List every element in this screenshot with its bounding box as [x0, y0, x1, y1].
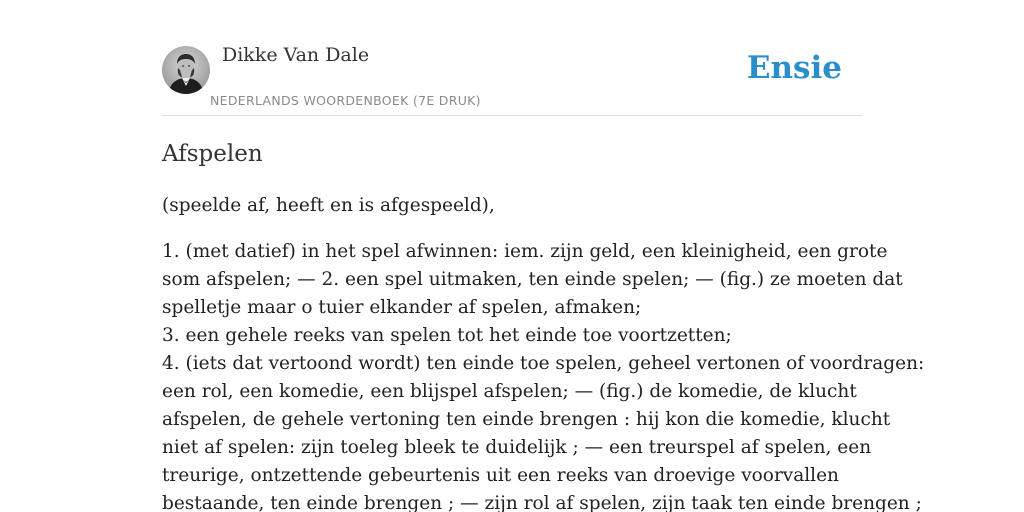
header: [162, 0, 862, 116]
portrait-image: [162, 46, 210, 94]
entry-line: treurige, ontzettende gebeurtenis uit een reeks van droevige voorvallen: [162, 465, 839, 486]
entry-line: som afspelen; — 2. een spel uitmaken, ten einde spelen; — (fig.) ze moeten dat: [162, 269, 903, 290]
entry-line: 4. (iets dat vertoond wordt) ten einde toe spelen, geheel vertonen of voordragen:: [162, 353, 925, 374]
author-name[interactable]: Dikke Van Dale: [222, 44, 370, 66]
source-name[interactable]: NEDERLANDS WOORDENBOEK (7E DRUK): [210, 93, 481, 108]
entry-line: een rol, een komedie, een blijspel afspelen; — (fig.) de komedie, de klucht: [162, 381, 857, 402]
entry-line: spelletje maar o tuier elkander af spelen, afmaken;: [162, 297, 642, 318]
entry-line: 1. (met datief) in het spel afwinnen: iem. zijn geld, een kleinigheid, een grote: [162, 241, 888, 262]
author-avatar[interactable]: [162, 46, 210, 94]
entry-body: [162, 238, 925, 512]
entry-line: 3. een gehele reeks van spelen tot het einde toe voortzetten;: [162, 325, 732, 346]
entry-content: [162, 138, 925, 512]
entry-grammar: (speelde af, heeft en is afgespeeld),: [162, 195, 495, 216]
entry-line: afspelen, de gehele vertoning ten einde brengen : hij kon die komedie, klucht: [162, 409, 891, 430]
entry-line: niet af spelen: zijn toeleg bleek te duidelijk ; — een treurspel af spelen, een: [162, 437, 872, 458]
entry-line: bestaande, ten einde brengen ; — zijn rol af spelen, zijn taak ten einde brengen ;: [162, 493, 922, 512]
ensie-logo[interactable]: Ensie: [746, 50, 842, 86]
entry-title: Afspelen: [162, 141, 263, 167]
